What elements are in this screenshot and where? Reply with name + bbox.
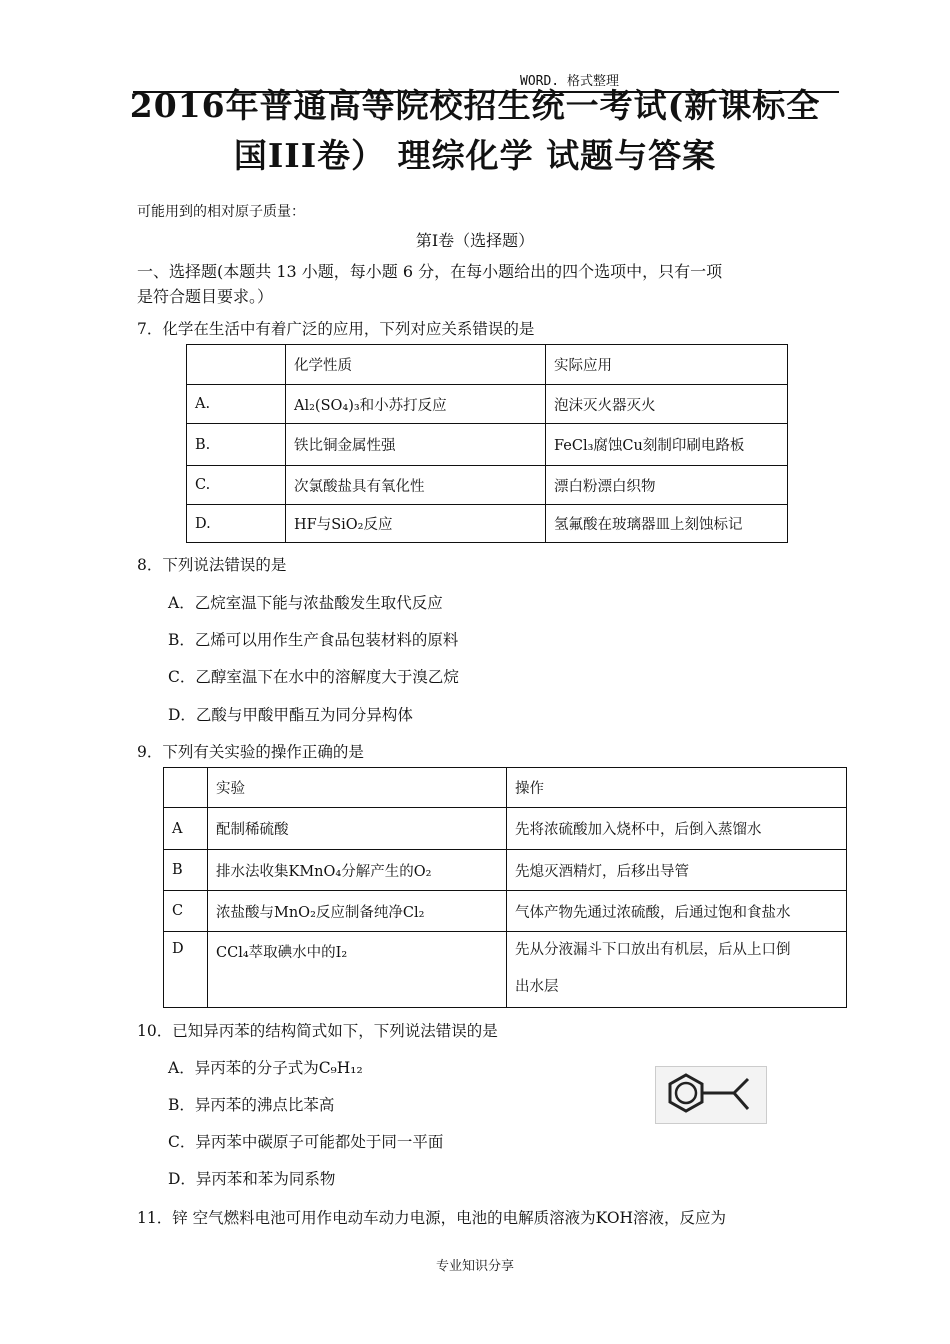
q7-stem: 7．化学在生活中有着广泛的应用，下列对应关系错误的是 bbox=[137, 320, 535, 338]
header-cell-experiment: 实验 bbox=[208, 768, 507, 808]
row-label: B. bbox=[187, 424, 286, 466]
table-row bbox=[187, 424, 788, 466]
row-label: D. bbox=[187, 505, 286, 543]
q8-stem: 8．下列说法错误的是 bbox=[137, 556, 287, 574]
q9-table bbox=[163, 767, 847, 1008]
q8-option-c: C．乙醇室温下在水中的溶解度大于溴乙烷 bbox=[168, 668, 459, 686]
table-row bbox=[164, 808, 847, 850]
row-property: 次氯酸盐具有氧化性 bbox=[286, 466, 546, 505]
row-label: A. bbox=[187, 385, 286, 424]
row-property: 铁比铜金属性强 bbox=[286, 424, 546, 466]
table-header-row bbox=[164, 768, 847, 808]
row-label: D bbox=[164, 932, 208, 1008]
q8-option-a: A．乙烷室温下能与浓盐酸发生取代反应 bbox=[168, 594, 443, 612]
header-cell-property: 化学性质 bbox=[286, 345, 546, 385]
row-property: Al₂(SO₄)₃和小苏打反应 bbox=[286, 385, 546, 424]
instructions-line-1: 一、选择题(本题共 13 小题，每小题 6 分，在每小题给出的四个选项中，只有一项 bbox=[137, 262, 723, 281]
row-operation bbox=[507, 932, 847, 1008]
q7-table bbox=[186, 344, 788, 543]
q10-option-c: C．异丙苯中碳原子可能都处于同一平面 bbox=[168, 1133, 444, 1151]
row-experiment: CCl₄萃取碘水中的I₂ bbox=[208, 932, 507, 1008]
title-line-1: 2016年普通高等院校招生统一考试(新课标全 bbox=[129, 86, 821, 125]
title-line-2: 国III卷） 理综化学 试题与答案 bbox=[233, 136, 717, 175]
table-row bbox=[164, 850, 847, 891]
row-operation-line-1: 先从分液漏斗下口放出有机层，后从上口倒 bbox=[515, 942, 791, 958]
row-property: HF与SiO₂反应 bbox=[286, 505, 546, 543]
header-cell-label bbox=[187, 345, 286, 385]
header-tag: WORD. 格式整理 bbox=[520, 74, 619, 89]
section-title: 第Ⅰ卷（选择题） bbox=[415, 231, 535, 250]
row-experiment: 排水法收集KMnO₄分解产生的O₂ bbox=[208, 850, 507, 891]
q9-stem: 9．下列有关实验的操作正确的是 bbox=[137, 743, 364, 761]
table-row bbox=[164, 891, 847, 932]
q10-option-d: D．异丙苯和苯为同系物 bbox=[168, 1170, 336, 1188]
row-application: 泡沫灭火器灭火 bbox=[546, 385, 788, 424]
row-application: FeCl₃腐蚀Cu刻制印刷电路板 bbox=[546, 424, 788, 466]
table-header-row bbox=[187, 345, 788, 385]
q8-option-d: D．乙酸与甲酸甲酯互为同分异构体 bbox=[168, 706, 413, 724]
row-operation-line-2: 出水层 bbox=[515, 979, 559, 995]
footer-text: 专业知识分享 bbox=[435, 1259, 514, 1274]
benzene-ring-icon bbox=[656, 1067, 766, 1123]
table-row bbox=[187, 466, 788, 505]
header-cell-label bbox=[164, 768, 208, 808]
isopropylbenzene-structure-image bbox=[655, 1066, 767, 1124]
header-cell-operation: 操作 bbox=[507, 768, 847, 808]
header-cell-application: 实际应用 bbox=[546, 345, 788, 385]
q10-option-b: B．异丙苯的沸点比苯高 bbox=[168, 1096, 335, 1114]
row-operation: 先将浓硫酸加入烧杯中，后倒入蒸馏水 bbox=[507, 808, 847, 850]
table-row bbox=[187, 385, 788, 424]
q10-stem: 10．已知异丙苯的结构简式如下，下列说法错误的是 bbox=[137, 1022, 498, 1040]
row-application: 漂白粉漂白织物 bbox=[546, 466, 788, 505]
q10-option-a: A．异丙苯的分子式为C₉H₁₂ bbox=[168, 1059, 363, 1077]
instructions-line-2: 是符合题目要求。） bbox=[137, 287, 274, 306]
q11-stem: 11．锌 空气燃料电池可用作电动车动力电源，电池的电解质溶液为KOH溶液，反应为 bbox=[137, 1209, 727, 1227]
table-row bbox=[164, 932, 847, 1008]
atomic-mass-note: 可能用到的相对原子质量： bbox=[137, 204, 305, 220]
row-experiment: 配制稀硫酸 bbox=[208, 808, 507, 850]
row-label: C bbox=[164, 891, 208, 932]
q8-option-b: B．乙烯可以用作生产食品包装材料的原料 bbox=[168, 631, 459, 649]
row-label: B bbox=[164, 850, 208, 891]
row-operation: 先熄灭酒精灯，后移出导管 bbox=[507, 850, 847, 891]
row-label: C. bbox=[187, 466, 286, 505]
row-label: A bbox=[164, 808, 208, 850]
row-application: 氢氟酸在玻璃器皿上刻蚀标记 bbox=[546, 505, 788, 543]
row-experiment: 浓盐酸与MnO₂反应制备纯净Cl₂ bbox=[208, 891, 507, 932]
table-row bbox=[187, 505, 788, 543]
row-operation: 气体产物先通过浓硫酸，后通过饱和食盐水 bbox=[507, 891, 847, 932]
